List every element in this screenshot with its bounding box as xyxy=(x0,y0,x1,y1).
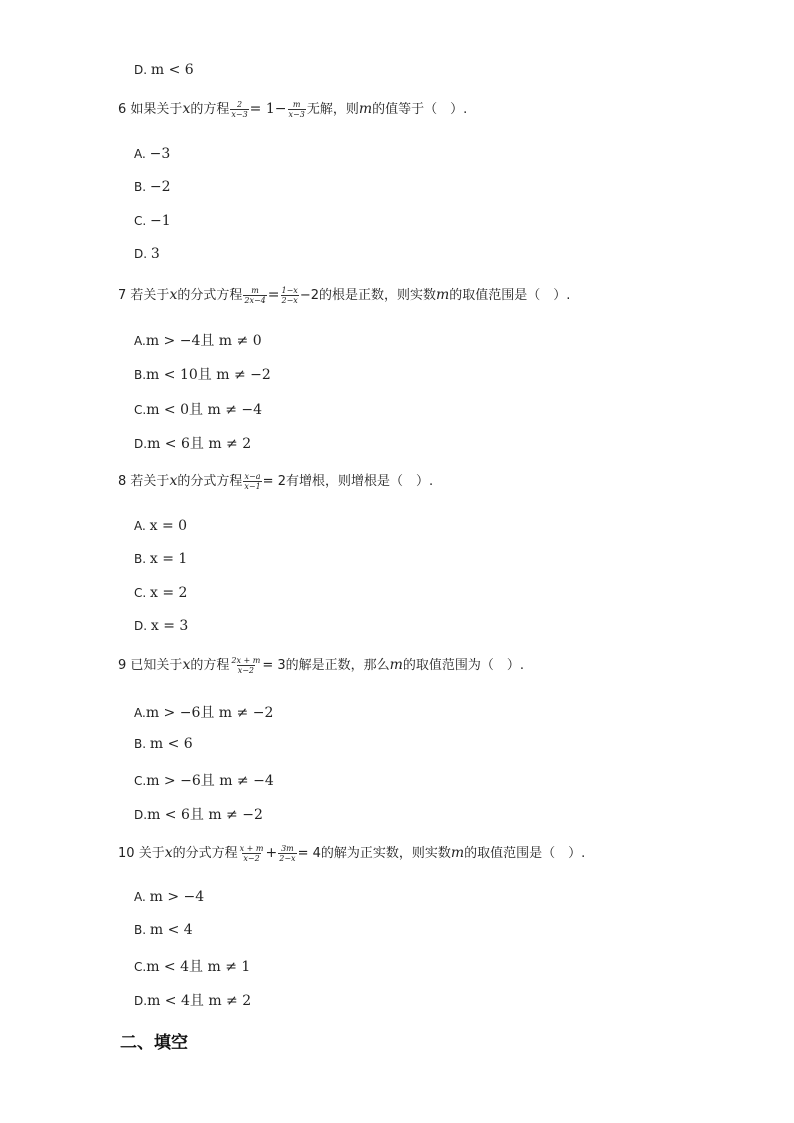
variable: x xyxy=(182,101,191,117)
question-number: 9 xyxy=(118,658,127,673)
q8-option-c xyxy=(134,585,187,601)
option-value: −3 xyxy=(149,146,171,162)
denominator: x−2 xyxy=(237,666,254,675)
fraction xyxy=(230,656,261,675)
option-label: D. xyxy=(134,994,148,1008)
option-label: B. xyxy=(134,923,147,937)
question-6 xyxy=(118,98,467,119)
q10-option-a xyxy=(134,889,204,905)
question-text: = 4的解为正实数，则实数 xyxy=(297,846,451,861)
option-value: x = 3 xyxy=(150,618,189,634)
variable: m xyxy=(358,101,373,117)
question-text: −2的根是正数，则实数 xyxy=(299,288,436,303)
question-number: 6 xyxy=(118,102,127,117)
option-label: B. xyxy=(134,180,147,194)
question-7 xyxy=(118,284,570,305)
q7-option-c xyxy=(134,399,262,419)
option-value: m < 6 xyxy=(149,736,193,752)
option-value: x = 0 xyxy=(149,518,188,534)
q9-option-d xyxy=(134,804,263,824)
option-label: C. xyxy=(134,214,147,228)
question-text: 关于 xyxy=(138,846,165,861)
question-text: 的方程 xyxy=(190,102,230,117)
q9-option-b xyxy=(134,736,193,752)
question-text: 的取值范围为（ ）. xyxy=(402,658,525,673)
fraction xyxy=(243,286,266,305)
question-10 xyxy=(118,842,585,863)
denominator: 2−x xyxy=(281,296,298,305)
question-text: 的分式方程 xyxy=(177,288,243,303)
fraction xyxy=(243,472,261,491)
denominator: x−3 xyxy=(231,110,248,119)
equation-text: + xyxy=(265,845,278,861)
option-label: A. xyxy=(134,519,146,533)
question-number: 8 xyxy=(118,474,127,489)
denominator: 2−x xyxy=(279,854,296,863)
numerator: 2x + m xyxy=(231,656,261,665)
option-label: A. xyxy=(134,890,146,904)
option-value: m > −6且 m ≠ −2 xyxy=(145,705,274,721)
variable: x xyxy=(164,845,173,861)
q5-option-d xyxy=(134,62,194,78)
option-value: −2 xyxy=(149,179,171,195)
q8-option-d xyxy=(134,618,188,634)
q6-option-c xyxy=(134,213,171,229)
equation-text: = xyxy=(267,287,280,303)
variable: x xyxy=(169,287,178,303)
option-value: m < 6且 m ≠ −2 xyxy=(147,807,263,823)
option-label: D. xyxy=(134,63,148,77)
variable: x xyxy=(182,657,191,673)
option-label: A. xyxy=(134,147,146,161)
option-value: m < 4且 m ≠ 2 xyxy=(147,993,252,1009)
denominator: 2x−4 xyxy=(244,296,266,305)
q7-option-d xyxy=(134,433,251,453)
option-value: 3 xyxy=(150,246,160,262)
question-text: = 2有增根，则增根是（ ）. xyxy=(262,474,434,489)
numerator: 1−x xyxy=(281,286,298,295)
option-label: C. xyxy=(134,403,147,417)
option-value: m > −4且 m ≠ 0 xyxy=(145,333,262,349)
fraction xyxy=(230,100,248,119)
option-value: m < 4 xyxy=(149,922,193,938)
option-label: D. xyxy=(134,247,148,261)
option-label: C. xyxy=(134,960,147,974)
option-label: D. xyxy=(134,808,148,822)
variable: m xyxy=(435,287,450,303)
question-number: 7 xyxy=(118,288,127,303)
question-8 xyxy=(118,470,433,491)
q9-option-a xyxy=(134,702,273,722)
question-9 xyxy=(118,654,524,675)
q7-option-b xyxy=(134,364,271,384)
question-text: 的取值范围是（ ）. xyxy=(464,846,586,861)
variable: m xyxy=(450,845,465,861)
equation-text: = 1− xyxy=(249,101,287,117)
q8-option-b xyxy=(134,551,187,567)
fraction xyxy=(278,844,296,863)
option-label: C. xyxy=(134,586,147,600)
question-number: 10 xyxy=(118,846,135,861)
question-text: = 3的解是正数，那么 xyxy=(262,658,390,673)
fraction xyxy=(239,844,265,863)
option-value: m < 10且 m ≠ −2 xyxy=(146,367,271,383)
option-value: m > −6且 m ≠ −4 xyxy=(146,773,274,789)
numerator: m xyxy=(251,286,259,295)
option-value: m < 0且 m ≠ −4 xyxy=(146,402,263,418)
question-text: 的取值范围是（ ）. xyxy=(449,288,571,303)
question-text: 若关于 xyxy=(130,288,170,303)
option-label: D. xyxy=(134,437,148,451)
numerator: 2 xyxy=(236,100,243,109)
option-value: x = 1 xyxy=(149,551,188,567)
question-text: 已知关于 xyxy=(130,658,183,673)
denominator: x−2 xyxy=(243,854,260,863)
question-text: 的分式方程 xyxy=(177,474,243,489)
q6-option-b xyxy=(134,179,171,195)
option-value: m < 4且 m ≠ 1 xyxy=(146,959,251,975)
option-label: B. xyxy=(134,737,147,751)
q9-option-c xyxy=(134,770,274,790)
q6-option-d xyxy=(134,246,160,262)
option-label: A. xyxy=(134,706,146,720)
q10-option-c xyxy=(134,956,250,976)
option-label: A. xyxy=(134,334,146,348)
fraction xyxy=(288,100,306,119)
question-text: 的方程 xyxy=(190,658,230,673)
option-label: C. xyxy=(134,774,147,788)
q8-option-a xyxy=(134,518,187,534)
option-value: −1 xyxy=(150,213,171,229)
numerator: m xyxy=(292,100,301,109)
numerator: 3m xyxy=(281,844,294,853)
option-value: m > −4 xyxy=(149,889,205,905)
denominator: x−1 xyxy=(244,482,261,491)
fraction xyxy=(281,286,299,305)
option-label: B. xyxy=(134,368,147,382)
q7-option-a xyxy=(134,330,262,350)
option-label: D. xyxy=(134,619,148,633)
q10-option-b xyxy=(134,922,193,938)
variable: x xyxy=(169,473,178,489)
question-text: 的分式方程 xyxy=(172,846,238,861)
numerator: x + m xyxy=(239,844,264,853)
numerator: x−a xyxy=(244,472,261,481)
section-heading: 二、填空 xyxy=(120,1033,188,1053)
denominator: x−3 xyxy=(288,110,305,119)
q10-option-d xyxy=(134,990,251,1010)
q6-option-a xyxy=(134,146,170,162)
option-value: m < 6 xyxy=(150,62,194,78)
option-value: x = 2 xyxy=(150,585,188,601)
question-text: 的值等于（ ）. xyxy=(372,102,468,117)
question-text: 如果关于 xyxy=(130,102,183,117)
variable: m xyxy=(389,657,403,673)
question-text: 若关于 xyxy=(130,474,170,489)
question-text: 无解，则 xyxy=(306,102,359,117)
option-label: B. xyxy=(134,552,147,566)
option-value: m < 6且 m ≠ 2 xyxy=(147,436,252,452)
